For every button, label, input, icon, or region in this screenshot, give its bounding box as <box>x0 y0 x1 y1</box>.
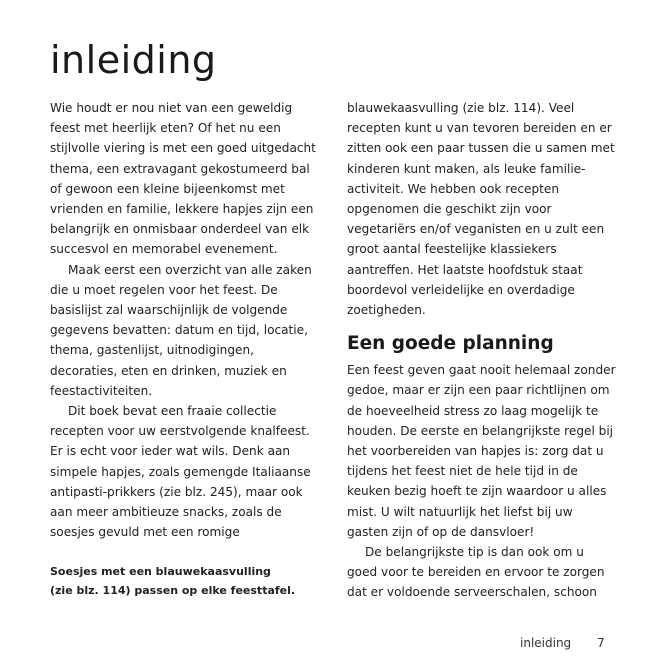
text-line: houden. De eerste en belangrijkste regel bij <box>347 423 614 438</box>
text-line: decoraties, eten en drinken, muziek en <box>50 363 287 378</box>
left-column <box>50 98 322 542</box>
right-column <box>347 98 619 603</box>
text-line: aan meer ambitieuze snacks, zoals de <box>50 505 282 520</box>
text-line: Er is echt voor ieder wat wils. Denk aan <box>50 444 291 459</box>
text-line: aantreffen. Het laatste hoofdstuk staat <box>347 262 583 277</box>
text-line: vrienden en familie, lekkere hapjes zijn een <box>50 202 314 217</box>
text-line: Een feest geven gaat nooit helemaal zonder <box>347 363 616 378</box>
text-line: gegevens bevatten: datum en tijd, locatie, <box>50 323 308 338</box>
text-line: Dit boek bevat een fraaie collectie <box>68 404 277 419</box>
text-line: blauwekaasvulling (zie blz. 114). Veel <box>347 101 575 115</box>
text-line: het voorbereiden van hapjes is: zorg dat u <box>347 444 604 459</box>
text-line: activiteit. We hebben ook recepten <box>347 181 560 196</box>
text-line: dat er voldoende serveerschalen, schoon <box>347 585 597 600</box>
text-line: feestactiviteiten. <box>50 383 153 398</box>
text-line: keuken bezig hoeft te zijn waardoor u alles <box>347 484 607 499</box>
text-line: tijdens het feest niet de hele tijd in de <box>347 464 578 479</box>
text-line: simpele hapjes, zoals gemengde Italiaanse <box>50 464 311 479</box>
text-line: mist. U wilt natuurlijk het liefst bij uw <box>347 504 573 519</box>
right-column-intro <box>347 98 619 320</box>
text-line: De belangrijkste tip is dan ook om u <box>365 545 584 560</box>
text-line: de hoeveelheid stress zo laag mogelijk te <box>347 403 599 418</box>
text-line: kinderen kunt maken, als leuke familie- <box>347 161 586 176</box>
text-line: boordevol verleidelijke en overdadige <box>347 282 575 297</box>
text-line: zoetigheden. <box>347 303 426 318</box>
text-line: feest met heerlijk eten? Of het nu een <box>50 121 281 136</box>
text-line: basislijst zal waarschijnlijk de volgende <box>50 303 288 318</box>
photo-caption <box>50 562 322 600</box>
text-line: die u moet regelen voor het feest. De <box>50 282 278 297</box>
page-footer <box>520 636 605 650</box>
text-line: stijlvolle viering is met een goed uitgedacht <box>50 141 316 156</box>
text-line: thema, een extravagant gekostumeerd bal <box>50 161 310 176</box>
text-line: thema, gastenlijst, uitnodigingen, <box>50 343 254 358</box>
page-number: 7 <box>597 636 605 650</box>
caption-line: Soesjes met een blauwekaasvulling <box>50 565 271 578</box>
caption-line: (zie blz. 114) passen op elke feesttafel. <box>50 584 296 597</box>
text-line: succesvol en memorabel evenement. <box>50 242 278 257</box>
text-line: opgenomen die geschikt zijn voor <box>347 202 552 217</box>
text-line: gasten zijn of op de dansvloer! <box>347 524 535 539</box>
text-line: belangrijk en onmisbaar onderdeel van elk <box>50 222 310 237</box>
text-line: recepten voor uw eerstvolgende knalfeest. <box>50 424 310 439</box>
right-column-section-body <box>347 360 619 602</box>
text-line: zitten ook een paar tussen die u samen met <box>347 141 615 156</box>
page-title: inleiding <box>50 38 217 82</box>
text-line: groot aantal feestelijke klassiekers <box>347 242 557 257</box>
section-heading: Een goede planning <box>347 333 554 355</box>
text-line: gedoe, maar er zijn een paar richtlijnen om <box>347 383 610 398</box>
text-line: goed voor te bereiden en ervoor te zorgen <box>347 565 605 580</box>
text-line: of gewoon een kleine bijeenkomst met <box>50 181 285 196</box>
text-line: soesjes gevuld met een romige <box>50 525 240 540</box>
text-line: Maak eerst een overzicht van alle zaken <box>68 262 312 277</box>
text-line: antipasti-prikkers (zie blz. 245), maar ook <box>50 484 303 499</box>
footer-section-name: inleiding <box>520 636 572 650</box>
text-line: recepten kunt u van tevoren bereiden en er <box>347 121 612 136</box>
text-line: Wie houdt er nou niet van een geweldig <box>50 101 293 115</box>
text-line: vegetariërs en/of veganisten en u zult een <box>347 222 605 237</box>
